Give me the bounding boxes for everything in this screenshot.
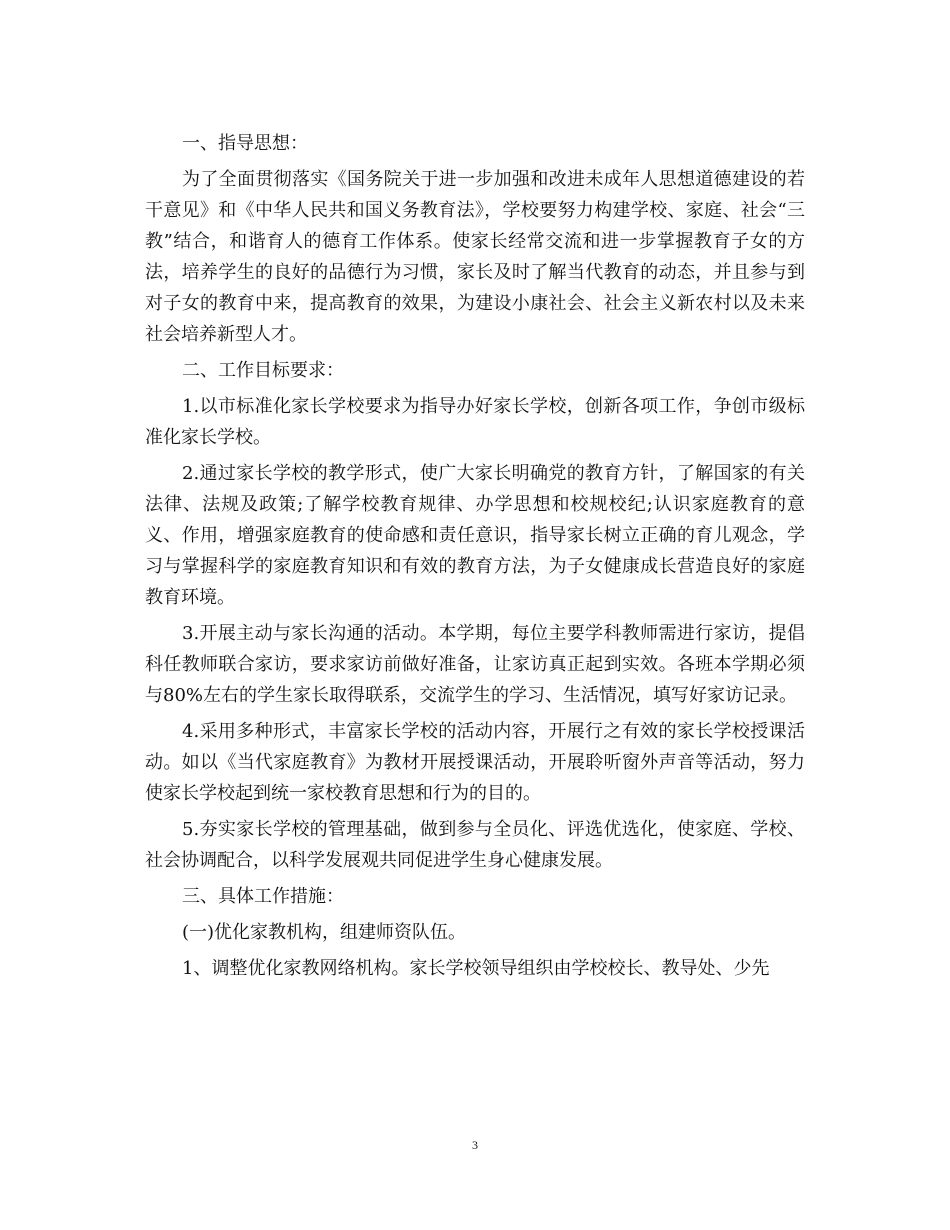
paragraph-goal-1: 1.以市标准化家长学校要求为指导办好家长学校，创新各项工作，争创市级标准化家长学校。 bbox=[145, 396, 805, 448]
page-number: 3 bbox=[472, 1138, 478, 1152]
section-heading-work-goals: 二、工作目标要求： bbox=[182, 360, 344, 381]
subsection-heading-optimize: (一)优化家教机构，组建师资队伍。 bbox=[182, 922, 467, 943]
paragraph-goal-2: 2.通过家长学校的教学形式，使广大家长明确党的教育方针，了解国家的有关法律、法规及政策;了解学校教育规律、办学思想和校规校纪;认识家庭教育的意义、作用，增强家庭教育的使命感和责任意识，指导家长树立正确的育儿观念，学习与掌握科学的家庭教育知识和有效的教育方法，为子女健康成长营造良好的家庭教育环境。 bbox=[145, 463, 805, 608]
paragraph-guiding-thought: 为了全面贯彻落实《国务院关于进一步加强和改进未成年人思想道德建设的若干意见》和《中华人民共和国义务教育法》，学校要努力构建学校、家庭、社会“三教”结合，和谐育人的德育工作体系。使家长经常交流和进一步掌握教育子女的方法，培养学生的良好的品德行为习惯，家长及时了解当代教育的动态，并且参与到对子女的教育中来，提高教育的效果，为建设小康社会、社会主义新农村以及未来社会培养新型人才。 bbox=[145, 169, 805, 345]
paragraph-goal-5: 5.夯实家长学校的管理基础，做到参与全员化、评选优选化，使家庭、学校、社会协调配合，以科学发展观共同促进学生身心健康发展。 bbox=[145, 819, 805, 871]
paragraph-measure-1: 1、调整优化家教网络机构。家长学校领导组织由学校校长、教导处、少先 bbox=[182, 958, 770, 979]
paragraph-goal-3: 3.开展主动与家长沟通的活动。本学期，每位主要学科教师需进行家访，提倡科任教师联合家访，要求家访前做好准备，让家访真正起到实效。各班本学期必须与80%左右的学生家长取得联系，交流学生的学习、生活情况，填写好家访记录。 bbox=[145, 623, 805, 706]
paragraph-goal-4: 4.采用多种形式，丰富家长学校的活动内容，开展行之有效的家长学校授课活动。如以《当代家庭教育》为教材开展授课活动，开展聆听窗外声音等活动，努力使家长学校起到统一家校教育思想和行为的目的。 bbox=[145, 721, 805, 804]
section-heading-measures: 三、具体工作措施： bbox=[182, 886, 344, 907]
document-body bbox=[145, 128, 805, 989]
section-heading-guiding-thought: 一、指导思想： bbox=[182, 133, 308, 154]
